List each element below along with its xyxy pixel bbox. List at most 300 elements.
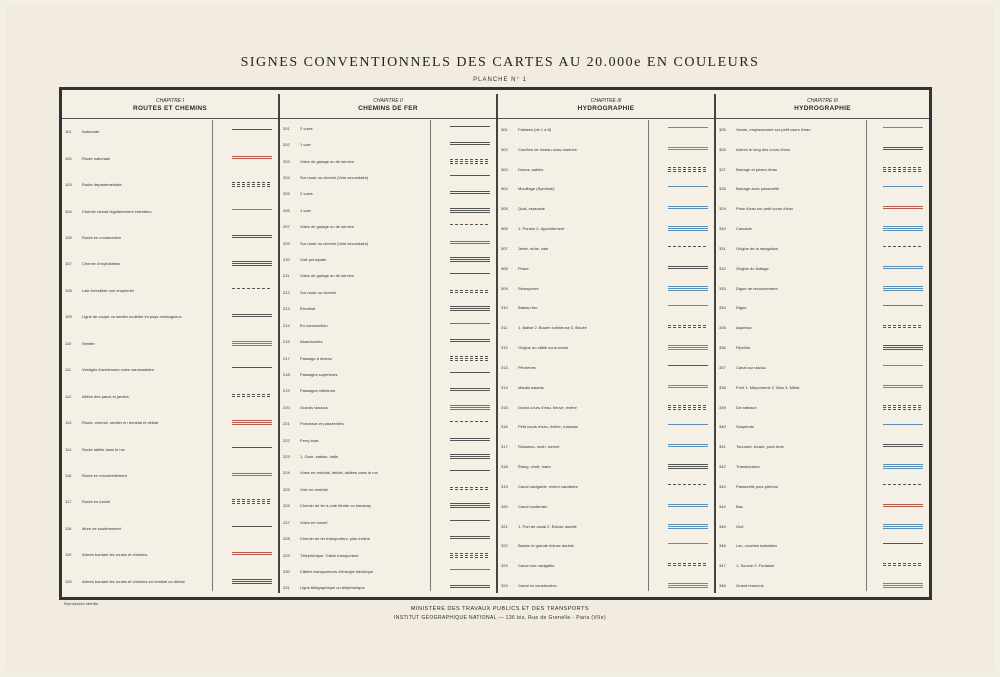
item-label: Passages inférieurs [300,388,336,393]
legend-symbol [668,423,708,425]
legend-symbol [668,503,708,507]
chapter-label: CHAPITRE I [155,98,185,104]
item-number: 304 [501,186,508,191]
legend-symbol [450,305,490,311]
item-label: Suspendu [736,424,755,429]
item-number: 332 [719,266,726,271]
legend-symbol [883,304,923,306]
legend-symbol [450,322,490,324]
chapter-name: HYDROGRAPHIE [794,105,851,112]
item-number: 345 [719,524,726,529]
item-number: 209 [283,241,290,246]
legend-symbol [232,498,272,504]
legend-symbol [450,486,490,490]
legend-symbol [450,552,490,558]
legend-symbol [668,245,708,247]
item-number: 228 [283,536,290,541]
legend-symbol [668,166,708,172]
legend-symbol [450,584,490,588]
item-label: En construction [300,323,328,328]
item-number: 108 [65,288,72,293]
item-label: Ferry-boat [300,438,319,443]
item-number: 302 [501,147,508,152]
item-label: Tournant, levant, pont-levis [736,444,784,449]
legend-symbol [668,285,708,291]
item-number: 339 [719,405,726,410]
item-label: Canal non navigable [518,563,555,568]
item-number: 327 [719,167,726,172]
legend-symbol [450,371,490,373]
legend-symbol [668,205,708,209]
legend-symbol [883,384,923,388]
item-number: 326 [719,147,726,152]
item-number: 223 [283,454,290,459]
item-label: Arbres bordant les routes et chemins en remblai ou déblai [82,579,185,584]
item-number: 338 [719,385,726,390]
item-label: Bateau feu [518,305,538,310]
item-number: 310 [501,305,508,310]
item-label: Câbles transporteurs d'énergie électrique [300,569,374,574]
legend-symbol [883,324,923,328]
legend-symbol [232,525,272,527]
item-number: 307 [501,246,508,251]
item-number: 214 [283,323,290,328]
item-number: 103 [65,182,72,187]
item-label: Mouillage (Symbole) [518,186,555,191]
item-number: 212 [283,290,290,295]
legend-symbol [668,185,708,187]
legend-symbol [883,404,923,410]
legend-symbol [450,158,490,164]
item-number: 308 [501,266,508,271]
item-number: 117 [65,499,72,504]
legend-symbol [450,125,490,127]
item-label: Route en encorbellement [82,473,127,478]
reproduction-note: Reproduction interdite [64,602,99,606]
item-number: 231 [283,585,290,590]
chapter-label: CHAPITRE III [590,98,622,104]
item-label: Chemin de fer à voie étroite ou tramway [300,503,371,508]
legend-symbol [450,355,490,361]
ministry-line: MINISTÈRE DES TRAVAUX PUBLICS ET DES TRANSPORTS [410,606,590,612]
item-number: 207 [283,224,290,229]
item-number: 324 [501,583,508,588]
item-number: 335 [719,325,726,330]
item-number: 325 [719,127,726,132]
item-number: 225 [283,487,290,492]
item-label: Bac [736,504,743,509]
chapter-name: ROUTES ET CHEMINS [132,105,208,112]
item-number: 322 [501,543,508,548]
legend-symbol [668,542,708,544]
item-label: Étang, chott, mare [518,464,551,469]
legend-symbol [232,472,272,476]
legend-symbol [450,502,490,508]
chapter-name: CHEMINS DE FER [358,105,418,112]
item-number: 344 [719,504,726,509]
legend-symbol [668,404,708,410]
legend-symbol [450,272,490,274]
item-number: 317 [501,444,508,449]
item-label: Sémaphore [518,286,539,291]
column-routes [62,94,280,593]
item-label: 1. Gare, station, halte [300,454,339,459]
item-label: Aqueduc [736,325,752,330]
item-number: 104 [65,209,72,214]
item-label: Origine de la navigation [736,246,779,251]
item-number: 218 [283,372,290,377]
item-number: 343 [719,484,726,489]
item-number: 348 [719,583,726,588]
legend-symbol [883,146,923,150]
item-label: Barrage avec passerelle [736,186,780,191]
item-number: 347 [719,563,726,568]
item-label: Gué [736,524,744,529]
column-railways [280,94,498,593]
item-number: 321 [501,524,508,529]
legend-symbol [668,562,708,566]
legend-symbol [668,523,708,529]
item-label: Grand cours d'eau, fleuve, rivière [518,405,577,410]
legend-symbol [450,207,490,213]
legend-symbol [883,523,923,529]
legend-symbol [232,128,272,130]
item-label: Voies de garage ou de service [300,224,354,229]
item-number: 336 [719,345,726,350]
item-label: Origine du câble sous-marin [518,345,569,350]
legend-symbol [883,364,923,366]
item-label: De bateaux [736,405,757,410]
legend-symbol [232,419,272,425]
item-label: Ponceaux et passerelles [300,421,344,426]
legend-symbol [883,562,923,566]
item-number: 340 [719,424,726,429]
legend-symbol [883,185,923,187]
item-label: Pêcheries [518,365,536,370]
item-number: 219 [283,388,290,393]
legend-symbol [450,190,490,194]
column-hydrography-2 [716,94,929,593]
legend-symbol [450,420,490,422]
item-number: 107 [65,261,72,266]
item-label: Route nationale [82,156,111,161]
item-number: 330 [719,226,726,231]
legend-symbol [668,225,708,231]
item-label: Abandonnés [300,339,323,344]
legend-symbol [883,166,923,172]
legend-symbol [668,582,708,588]
item-label: Passerelle pour piétons [736,484,778,489]
legend-symbol [232,366,272,368]
rows-routes [62,120,278,591]
item-label: Grands viaducs [300,405,328,410]
item-label: Autoroute [82,129,100,134]
legend-symbol [883,265,923,269]
item-label: Bassin et grande écluse double [518,543,574,548]
item-number: 211 [283,273,290,278]
legend-symbol [883,423,923,425]
item-label: Ligne télégraphique ou téléphonique [300,585,365,590]
legend-symbol [232,313,272,317]
legend-symbol [450,256,490,262]
item-label: Ruisseau, ravin, torrent [518,444,560,449]
item-number: 328 [719,186,726,191]
item-number: 114 [65,447,72,452]
legend-symbol [883,582,923,588]
item-label: 1. Port de canal 2. Écluse double [518,524,577,529]
item-label: Chemin d'exploitation [82,261,121,266]
legend-symbol [232,446,272,448]
item-number: 346 [719,543,726,548]
item-label: 2 voies [300,191,313,196]
item-label: Passages supérieurs [300,372,338,377]
legend-symbol [232,287,272,289]
item-label: Quai, estacade [518,206,545,211]
legend-symbol [668,364,708,366]
legend-symbol [668,304,708,306]
item-number: 230 [283,569,290,574]
chapter-label: CHAPITRE II [373,98,403,104]
legend-symbol [883,542,923,544]
item-number: 323 [501,563,508,568]
legend-symbol [883,344,923,350]
item-label: Voie en remblai [300,487,328,492]
legend-symbol [883,483,923,485]
item-label: Petit cours d'eau, rivière, ruisseau [518,424,579,429]
legend-symbol [668,265,708,269]
item-number: 305 [501,206,508,211]
item-label: Route en tunnel [82,499,111,504]
item-number: 341 [719,444,726,449]
legend-symbol [232,234,272,238]
legend-symbol [232,155,272,159]
rows-hydrography-2 [716,120,929,591]
item-number: 120 [65,579,72,584]
item-number: 205 [283,191,290,196]
item-number: 316 [501,424,508,429]
item-label: Canal souterrain [518,504,548,509]
legend-symbol [668,126,708,128]
item-number: 112 [65,394,72,399]
legend-symbol [883,285,923,291]
item-number: 301 [501,127,508,132]
item-number: 203 [283,159,290,164]
item-label: Cascade [736,226,752,231]
column-hydrography [498,94,716,593]
item-label: Voies de garage ou de service [300,159,354,164]
legend-symbol [450,453,490,459]
item-label: Pont 1. Maçonnerie 2. Bois 3. Métal [736,385,800,390]
item-number: 110 [65,341,72,346]
legend-symbol [450,387,490,391]
item-label: 1. Ponton 2. Appontement [518,226,565,231]
item-label: Route taillée dans le roc [82,447,125,452]
item-label: Pipeline [736,345,751,350]
legend-symbol [668,324,708,328]
legend-symbol [232,260,272,266]
chapter-label: CHAPITRE III [807,98,838,104]
item-label: Téléphérique. Câble transporteur [300,553,359,558]
item-label: 1. Source 2. Fontaine [736,563,775,568]
legend-symbol [450,535,490,539]
legend-symbol [450,437,490,441]
item-label: Marais salants [518,385,544,390]
item-label: Phare [518,266,529,271]
item-number: 329 [719,206,726,211]
item-label: Voies de garage ou de service [300,273,354,278]
item-label: 2 voies [300,126,313,131]
legend-symbol [232,578,272,584]
institute-line: INSTITUT GÉOGRAPHIQUE NATIONAL — 136 bis, Rue de Grenelle - Paris (VIIe) [393,615,607,621]
item-label: Chemin vicinal régulièrement entretenu [82,209,152,214]
legend-symbol [883,503,923,507]
item-label: Route départementale [82,182,122,187]
rows-railways [280,120,496,591]
item-number: 116 [65,473,72,478]
plate-number: PLANCHE N° 1 [473,77,527,83]
item-number: 105 [65,235,72,240]
item-number: 204 [283,175,290,180]
item-number: 319 [501,484,508,489]
item-number: 334 [719,305,726,310]
legend-frame [59,87,932,600]
item-label: Route, chemin, sentier en remblai et déblai [82,420,159,425]
item-number: 222 [283,438,290,443]
item-label: Voies en remblai, déblai, taillées dans le roc [300,470,378,475]
item-label: Mure de soutènement [82,526,121,531]
item-label: Vestiges d'anciennes voies carrossables [82,367,154,372]
column-header [62,94,278,119]
item-number: 311 [501,325,508,330]
item-label: Jetée, môle, cale [518,246,549,251]
item-number: 119 [65,552,72,557]
item-number: 312 [501,345,508,350]
item-number: 309 [501,286,508,291]
legend-symbol [450,338,490,342]
item-number: 337 [719,365,726,370]
item-number: 102 [65,156,72,161]
item-number: 101 [65,129,72,134]
item-number: 111 [65,367,72,372]
item-number: 215 [283,339,290,344]
item-number: 313 [501,365,508,370]
item-label: Lac, courbes isobathes [736,543,778,548]
legend-symbol [232,340,272,346]
item-number: 118 [65,526,72,531]
legend-symbol [450,141,490,145]
item-label: Canal en construction [518,583,557,588]
legend-symbol [883,225,923,231]
item-number: 226 [283,503,290,508]
legend-symbol [450,174,490,176]
item-number: 113 [65,420,72,425]
item-label: Falaises (de 1 à 8) [518,127,552,132]
legend-symbol [232,208,272,210]
legend-symbol [883,443,923,447]
item-label: 1 voie [300,142,311,147]
page-title: SIGNES CONVENTIONNELS DES CARTES AU 20.000e EN COULEURS [240,55,760,70]
item-number: 320 [501,504,508,509]
legend-symbol [232,181,272,187]
item-number: 333 [719,286,726,291]
legend-symbol [668,344,708,350]
legend-symbol [232,551,272,555]
item-number: 213 [283,306,290,311]
item-number: 221 [283,421,290,426]
item-label: Vanne, emplacement sur petit cours d'eau [736,127,811,132]
legend-symbol [450,568,490,570]
item-label: Transbordeur [736,464,760,469]
item-number: 206 [283,208,290,213]
item-label: Sentier [82,341,95,346]
item-number: 201 [283,126,290,131]
item-label: Sur route ou chemin (Voie secondaire) [300,241,369,246]
column-header [498,94,714,119]
item-label: Prise d'eau sur petit cours d'eau [736,206,793,211]
item-label: Arbres le long des cours d'eau [736,147,790,152]
item-label: Dunes, sables [518,167,544,172]
item-label: Électrisé [300,306,316,311]
legend-symbol [668,384,708,388]
item-label: Canal navigable, rivière canalisée [518,484,578,489]
item-label: Allées des parcs et jardins [82,394,129,399]
legend-symbol [668,443,708,447]
item-label: Origine du flottage [736,266,769,271]
item-label: Sur route ou chemin [300,290,337,295]
item-label: Passage à niveau [300,356,332,361]
item-label: Courbes de niveau sous-marines [518,147,577,152]
item-label: Voies en tunnel [300,520,328,525]
legend-symbol [450,519,490,521]
column-header [716,94,929,119]
item-number: 220 [283,405,290,410]
legend-symbol [232,393,272,397]
item-label: 1. Balise 2. Bouée lumineuse 3. Bouée [518,325,587,330]
legend-symbol [668,146,708,150]
item-label: Canal sur viaduc [736,365,766,370]
item-label: Route en construction [82,235,121,240]
legend-symbol [450,289,490,293]
legend-symbol [668,483,708,485]
item-number: 227 [283,520,290,525]
item-number: 217 [283,356,290,361]
legend-symbol [883,126,923,128]
item-number: 202 [283,142,290,147]
legend-symbol [668,463,708,469]
legend-symbol [883,463,923,469]
item-number: 306 [501,226,508,231]
item-label: 1 voie [300,208,311,213]
item-label: Voie principale [300,257,327,262]
item-label: Digue [736,305,747,310]
legend-symbol [450,240,490,244]
legend-symbol [450,404,490,410]
item-label: Laie forestière non empierrée [82,288,135,293]
item-number: 331 [719,246,726,251]
item-number: 224 [283,470,290,475]
item-label: Chemin de fer transporteur, plan incliné [300,536,370,541]
legend-symbol [450,469,490,471]
item-number: 314 [501,385,508,390]
chapter-name: HYDROGRAPHIE [577,105,635,112]
item-label: Ligne de coupe ou sentier muletier en pays montagneux [82,314,182,319]
legend-symbol [450,223,490,225]
item-label: Grand réservoir [736,583,764,588]
item-label: Digue de recouvrement [736,286,778,291]
item-number: 342 [719,464,726,469]
item-number: 303 [501,167,508,172]
item-number: 210 [283,257,290,262]
